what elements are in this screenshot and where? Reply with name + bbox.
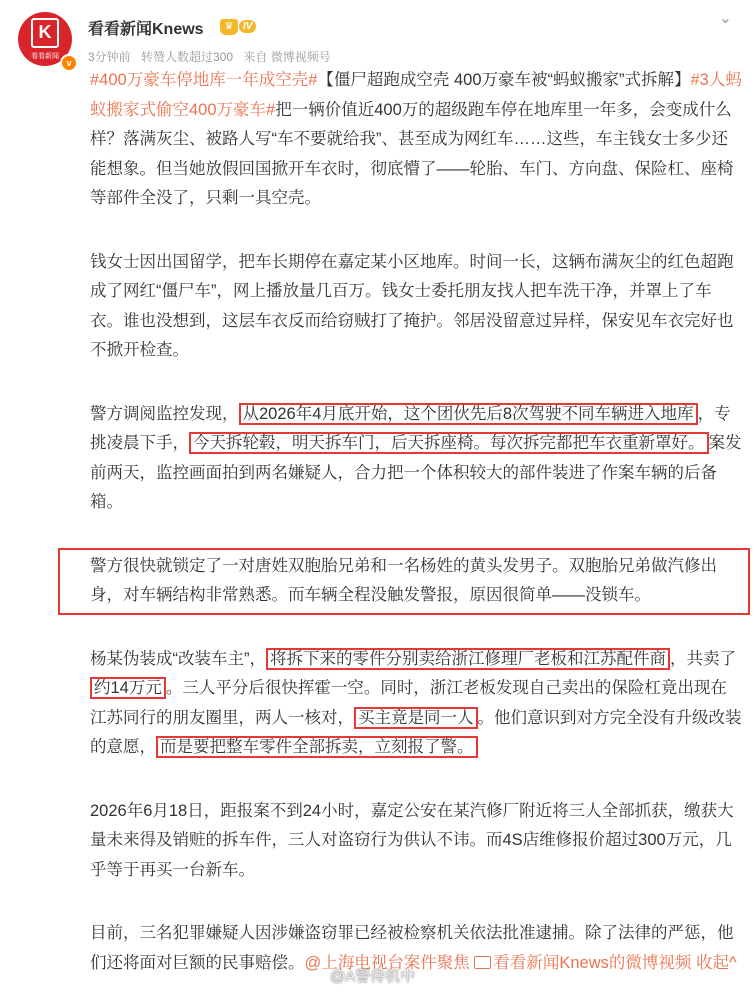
post-meta (88, 48, 338, 65)
paragraph-arrest: 2026年6月18日，距报案不到24小时，嘉定公安在某汽修厂附近将三人全部抓获，缴获大量未来得及销赃的拆车件，三人对盗窃行为供认不讳。而4S店维修报价超过300万元，几乎等于再买一台新车。 (90, 801, 734, 879)
level-badge[interactable] (220, 18, 256, 35)
paragraph-background: 钱女士因出国留学，把车长期停在嘉定某小区地库。时间一长，这辆布满灰尘的红色超跑成了网红“僵尸车”，网上播放量几百万。钱女士委托朋友找人把车洗干净，并罩上了车衣。谁也没想到，这层车衣反而给窃贼打了掩护。邻居没留意过异样，保安见车衣完好也不掀开检查。 (90, 252, 734, 359)
chevron-up-icon: ^ (728, 953, 737, 972)
paragraph-text: 。他们意识到对方完全没有升级改装的意愿， (90, 708, 742, 756)
paragraph-sales (90, 645, 742, 763)
video-link[interactable]: 看看新闻Knews的微博视频 (493, 953, 692, 972)
post-source[interactable]: 来自 微博视频号 (243, 50, 331, 64)
highlighted-text: 今天拆轮毂，明天拆车门，后天拆座椅。每次拆完都把车衣重新罩好。 (189, 432, 709, 454)
collapse-label: 收起 (695, 953, 729, 972)
paragraph-text: 把一辆价值近400万的超级跑车停在地库里一年多，会变成什么样？落满灰尘、被路人写“车不要就给我”、甚至成为网红车……这些，车主钱女士多少还能想象。但当她放假回国掀开车衣时，彻底懵了——轮胎、车门、方向盘、保险杠、座椅等部件全没了，只剩一具空壳。 (90, 100, 734, 207)
brand-logo-icon: K (31, 18, 59, 48)
post-content (90, 66, 742, 978)
paragraph-investigation (90, 400, 742, 518)
hashtag-link[interactable]: #3人蚂蚁搬家式偷空400万豪车# (90, 71, 742, 119)
highlighted-text: 从2026年4月底开始，这个团伙先后8次驾驶不同车辆进入地库 (239, 403, 698, 425)
repost-count: 转赞人数超过300 (141, 50, 234, 64)
mention-link[interactable]: @上海电视台案件聚焦 (304, 953, 470, 972)
paragraph-conclusion (90, 919, 742, 978)
highlighted-text: 将拆下来的零件分别卖给浙江修理厂老板和江苏配件商 (266, 648, 670, 670)
paragraph-text: 案发前两天，监控画面拍到两名嫌疑人，合力把一个体积较大的部件装进了作案车辆的后备箱。 (90, 434, 742, 511)
paragraph-text: 目前，三名犯罪嫌疑人因涉嫌盗窃罪已经被检察机关依法批准逮捕。除了法律的严惩，他们还将面对巨额的民事赔偿。 (90, 924, 734, 972)
paragraph-text: 。三人平分后很快挥霍一空。同时，浙江老板发现自己卖出的保险杠竟出现在江苏同行的朋友圈里，两人一核对， (90, 679, 727, 727)
post-headline: 【僵尸超跑成空壳 400万豪车被“蚂蚁搬家”式拆解】 (317, 71, 691, 89)
highlighted-text: 约14万元 (90, 677, 166, 699)
username[interactable]: 看看新闻Knews (88, 21, 204, 38)
highlighted-text: 买主竟是同一人 (354, 707, 478, 729)
paragraph-suspects: 警方很快就锁定了一对唐姓双胞胎兄弟和一名杨姓的黄头发男子。双胞胎兄弟做汽修出身，对车辆结构非常熟悉。而车辆全程没触发警报，原因很简单——没锁车。 (90, 552, 742, 611)
paragraph-text: ，专挑凌晨下手， (90, 404, 731, 452)
post-header (18, 8, 738, 68)
watermark: @A警侍机中 (330, 968, 416, 985)
paragraph-text: 警方调阅监控发现， (90, 404, 239, 423)
paragraph-text: 杨某伪装成“改装车主”， (90, 649, 266, 668)
hashtag-link[interactable]: #400万豪车停地库一年成空壳# (90, 71, 318, 89)
paragraph-text: ，共卖了 (670, 649, 736, 668)
avatar-text: 看看新闻 (31, 52, 59, 60)
verified-icon: v (60, 54, 78, 72)
video-link-icon (474, 956, 491, 969)
highlighted-text: 而是要把整车零件全部拆卖，立刻报了警。 (156, 736, 478, 758)
paragraph-intro (90, 66, 742, 214)
crown-icon: ♛ (220, 19, 238, 35)
collapse-link[interactable] (696, 954, 737, 972)
chevron-down-icon[interactable]: ⌄ (718, 10, 732, 27)
timestamp[interactable]: 3分钟前 (88, 50, 131, 64)
level-label: IV (239, 20, 256, 33)
